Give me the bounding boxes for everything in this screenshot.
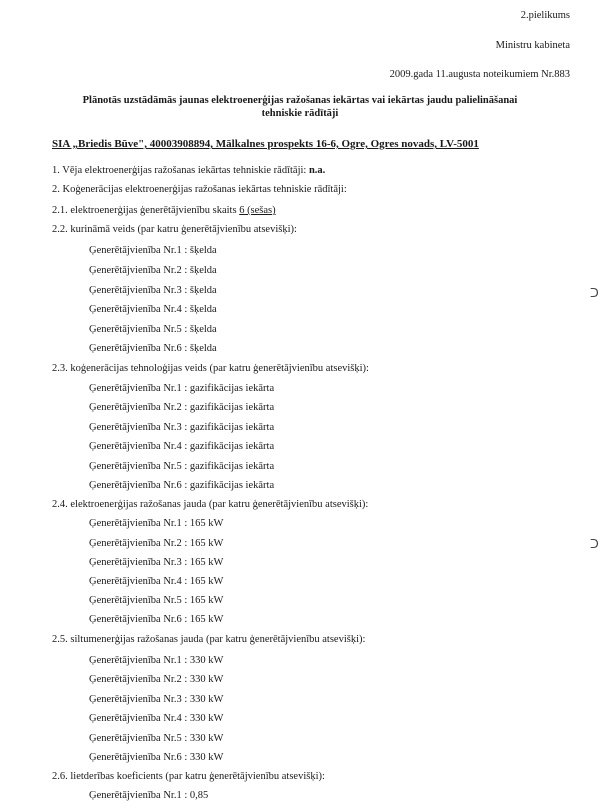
section-2-3: 2.3. koģenerācijas tehnoloģijas veids (par katru ģenerētājvienību atsevišķi):	[52, 363, 369, 374]
appendix-label: 2.pielikums	[520, 10, 570, 21]
section-2-5: 2.5. siltumenerģijas ražošanas jauda (par katru ģenerētājvienību atsevišķi):	[52, 634, 366, 645]
fuel-row: Ģenerētājvienība Nr.1 : šķelda	[89, 245, 217, 256]
section-2-2: 2.2. kurināmā veids (par katru ģenerētājvienību atsevišķi):	[52, 224, 297, 235]
technology-row: Ģenerētājvienība Nr.1 : gazifikācijas iekārta	[89, 383, 275, 394]
electric-power-row: Ģenerētājvienība Nr.6 : 165 kW	[89, 614, 224, 625]
electric-power-row: Ģenerētājvienība Nr.3 : 165 kW	[89, 557, 224, 568]
scan-margin-mark: ᑐ	[590, 537, 599, 551]
section-2-6: 2.6. lietderības koeficients (par katru ģenerētājvienību atsevišķi):	[52, 771, 325, 782]
heat-power-row: Ģenerētājvienība Nr.2 : 330 kW	[89, 674, 224, 685]
section-2-1-label: 2.1. elektroenerģijas ģenerētājvienību skaits	[52, 205, 240, 216]
fuel-row: Ģenerētājvienība Nr.2 : šķelda	[89, 265, 217, 276]
electric-power-row: Ģenerētājvienība Nr.2 : 165 kW	[89, 538, 224, 549]
section-2: 2. Koģenerācijas elektroenerģijas ražošanas iekārtas tehniskie rādītāji:	[52, 184, 347, 195]
electric-power-row: Ģenerētājvienība Nr.5 : 165 kW	[89, 595, 224, 606]
section-1	[52, 165, 325, 176]
heat-power-row: Ģenerētājvienība Nr.1 : 330 kW	[89, 655, 224, 666]
cabinet-label: Ministru kabineta	[495, 40, 570, 51]
heat-power-row: Ģenerētājvienība Nr.6 : 330 kW	[89, 752, 224, 763]
doc-title-line2: tehniskie rādītāji	[261, 108, 339, 119]
section-2-4: 2.4. elektroenerģijas ražošanas jauda (par katru ģenerētājvienību atsevišķi):	[52, 499, 369, 510]
technology-row: Ģenerētājvienība Nr.6 : gazifikācijas iekārta	[89, 480, 275, 491]
fuel-row: Ģenerētājvienība Nr.4 : šķelda	[89, 304, 217, 315]
fuel-row: Ģenerētājvienība Nr.3 : šķelda	[89, 285, 217, 296]
heat-power-row: Ģenerētājvienība Nr.5 : 330 kW	[89, 733, 224, 744]
section-1-value: n.a.	[308, 165, 326, 176]
heat-power-row: Ģenerētājvienība Nr.3 : 330 kW	[89, 694, 224, 705]
technology-row: Ģenerētājvienība Nr.3 : gazifikācijas iekārta	[89, 422, 275, 433]
technology-row: Ģenerētājvienība Nr.4 : gazifikācijas iekārta	[89, 441, 275, 452]
efficiency-row: Ģenerētājvienība Nr.1 : 0,85	[89, 790, 209, 801]
technology-row: Ģenerētājvienība Nr.5 : gazifikācijas iekārta	[89, 461, 275, 472]
company-info: SIA „Briedis Būve", 40003908894, Mālkalnes prospekts 16-6, Ogre, Ogres novads, LV-5001	[52, 138, 479, 150]
scan-margin-mark: ᑐ	[590, 286, 599, 300]
section-2-1	[52, 205, 276, 216]
technology-row: Ģenerētājvienība Nr.2 : gazifikācijas iekārta	[89, 402, 275, 413]
heat-power-row: Ģenerētājvienība Nr.4 : 330 kW	[89, 713, 224, 724]
section-1-label: 1. Vēja elektroenerģijas ražošanas iekārtas tehniskie rādītāji:	[52, 165, 309, 176]
fuel-row: Ģenerētājvienība Nr.6 : šķelda	[89, 343, 217, 354]
doc-title-line1: Plānotās uzstādāmās jaunas elektroenerģijas ražošanas iekārtas vai iekārtas jaudu palielināšanai	[82, 95, 518, 106]
regulation-label: 2009.gada 11.augusta noteikumiem Nr.883	[389, 69, 570, 80]
section-2-1-value: 6 (sešas)	[239, 205, 276, 216]
electric-power-row: Ģenerētājvienība Nr.4 : 165 kW	[89, 576, 224, 587]
electric-power-row: Ģenerētājvienība Nr.1 : 165 kW	[89, 518, 224, 529]
fuel-row: Ģenerētājvienība Nr.5 : šķelda	[89, 324, 217, 335]
